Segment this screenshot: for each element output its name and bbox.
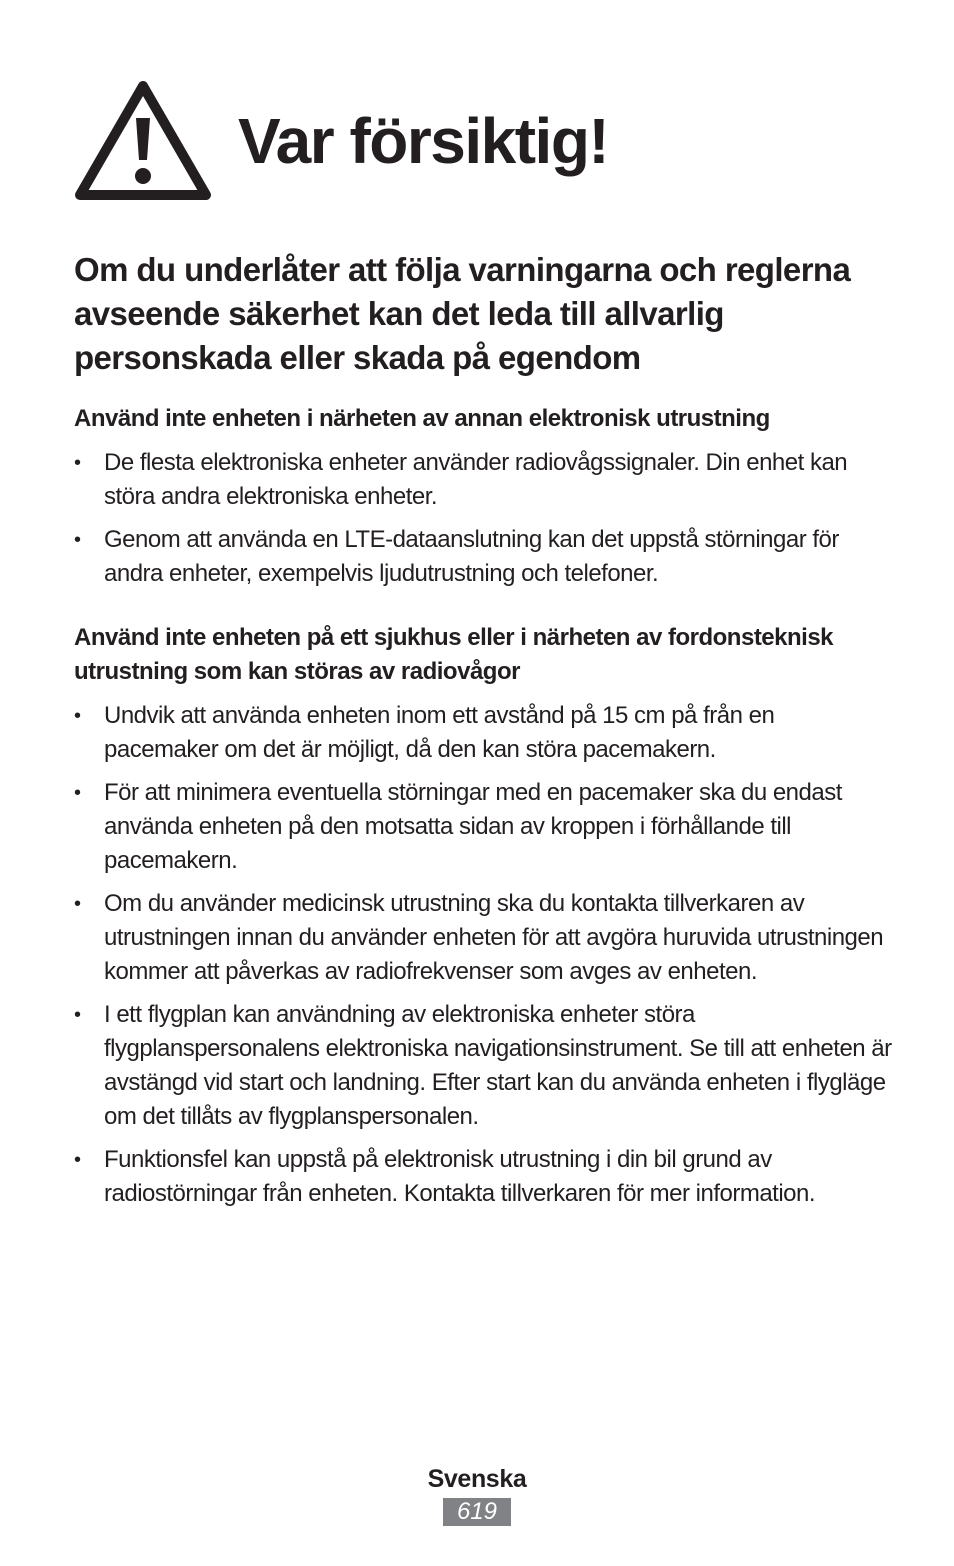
list-item-text: Undvik att använda enheten inom ett avstånd på 15 cm på från en pacemaker om det är möjligt, då den kan störa pacemakern. <box>104 702 775 763</box>
list-item <box>74 1143 894 1211</box>
list-item <box>74 998 894 1134</box>
bullet-mark: • <box>74 452 81 474</box>
page-title: Var försiktig! <box>238 105 609 177</box>
section-heading: Använd inte enheten på ett sjukhus eller i närheten av fordonsteknisk utrustning som kan störas av radiovågor <box>74 624 834 685</box>
section-heading: Använd inte enheten i närheten av annan elektronisk utrustning <box>74 405 770 432</box>
list-item-text: För att minimera eventuella störningar med en pacemaker ska du endast använda enheten på den motsatta sidan av kroppen i förhållande till pacemakern. <box>104 779 842 874</box>
list-item-text: Genom att använda en LTE-dataanslutning kan det uppstå störningar för andra enheter, exempelvis ljudutrustning och telefoner. <box>104 526 839 587</box>
bullet-mark: • <box>74 782 81 804</box>
intro-warning: Om du underlåter att följa varningarna och reglerna avseende säkerhet kan det leda till allvarlig personskada eller skada på egendom <box>74 251 851 376</box>
page-number: 619 <box>443 1498 511 1526</box>
list-item <box>74 887 894 989</box>
list-item <box>74 776 894 878</box>
list-item-text: Funktionsfel kan uppstå på elektronisk utrustning i din bil grund av radiostörningar från enheten. Kontakta tillverkaren för mer information. <box>104 1146 816 1207</box>
list-item <box>74 699 894 767</box>
page-header <box>74 80 608 202</box>
section-hospital-equipment <box>74 621 894 1220</box>
section-electronic-equipment <box>74 402 894 600</box>
bullet-list <box>74 699 894 1211</box>
list-item <box>74 446 894 514</box>
list-item-text: Om du använder medicinsk utrustning ska du kontakta tillverkaren av utrustningen innan du använder enheten för att avgöra huruvida utrustningen kommer att påverkas av radiofrekvenser som avges av enheten. <box>104 890 884 985</box>
warning-triangle-icon <box>74 80 212 202</box>
language-label: Svenska <box>427 1465 527 1493</box>
bullet-mark: • <box>74 1004 81 1026</box>
bullet-mark: • <box>74 893 81 915</box>
bullet-mark: • <box>74 1149 81 1171</box>
page-footer <box>0 1462 954 1526</box>
bullet-list <box>74 446 894 591</box>
bullet-mark: • <box>74 705 81 727</box>
list-item <box>74 523 894 591</box>
bullet-mark: • <box>74 529 81 551</box>
list-item-text: De flesta elektroniska enheter använder radiovågssignaler. Din enhet kan störa andra elektroniska enheter. <box>104 449 848 510</box>
list-item-text: I ett flygplan kan användning av elektroniska enheter störa flygplanspersonalens elektroniska navigationsinstrument. Se till att enheten är avstängd vid start och landning. Efter start kan du använda enheten i flygläge om det tillåts av flygplanspersonalen. <box>104 1001 892 1130</box>
